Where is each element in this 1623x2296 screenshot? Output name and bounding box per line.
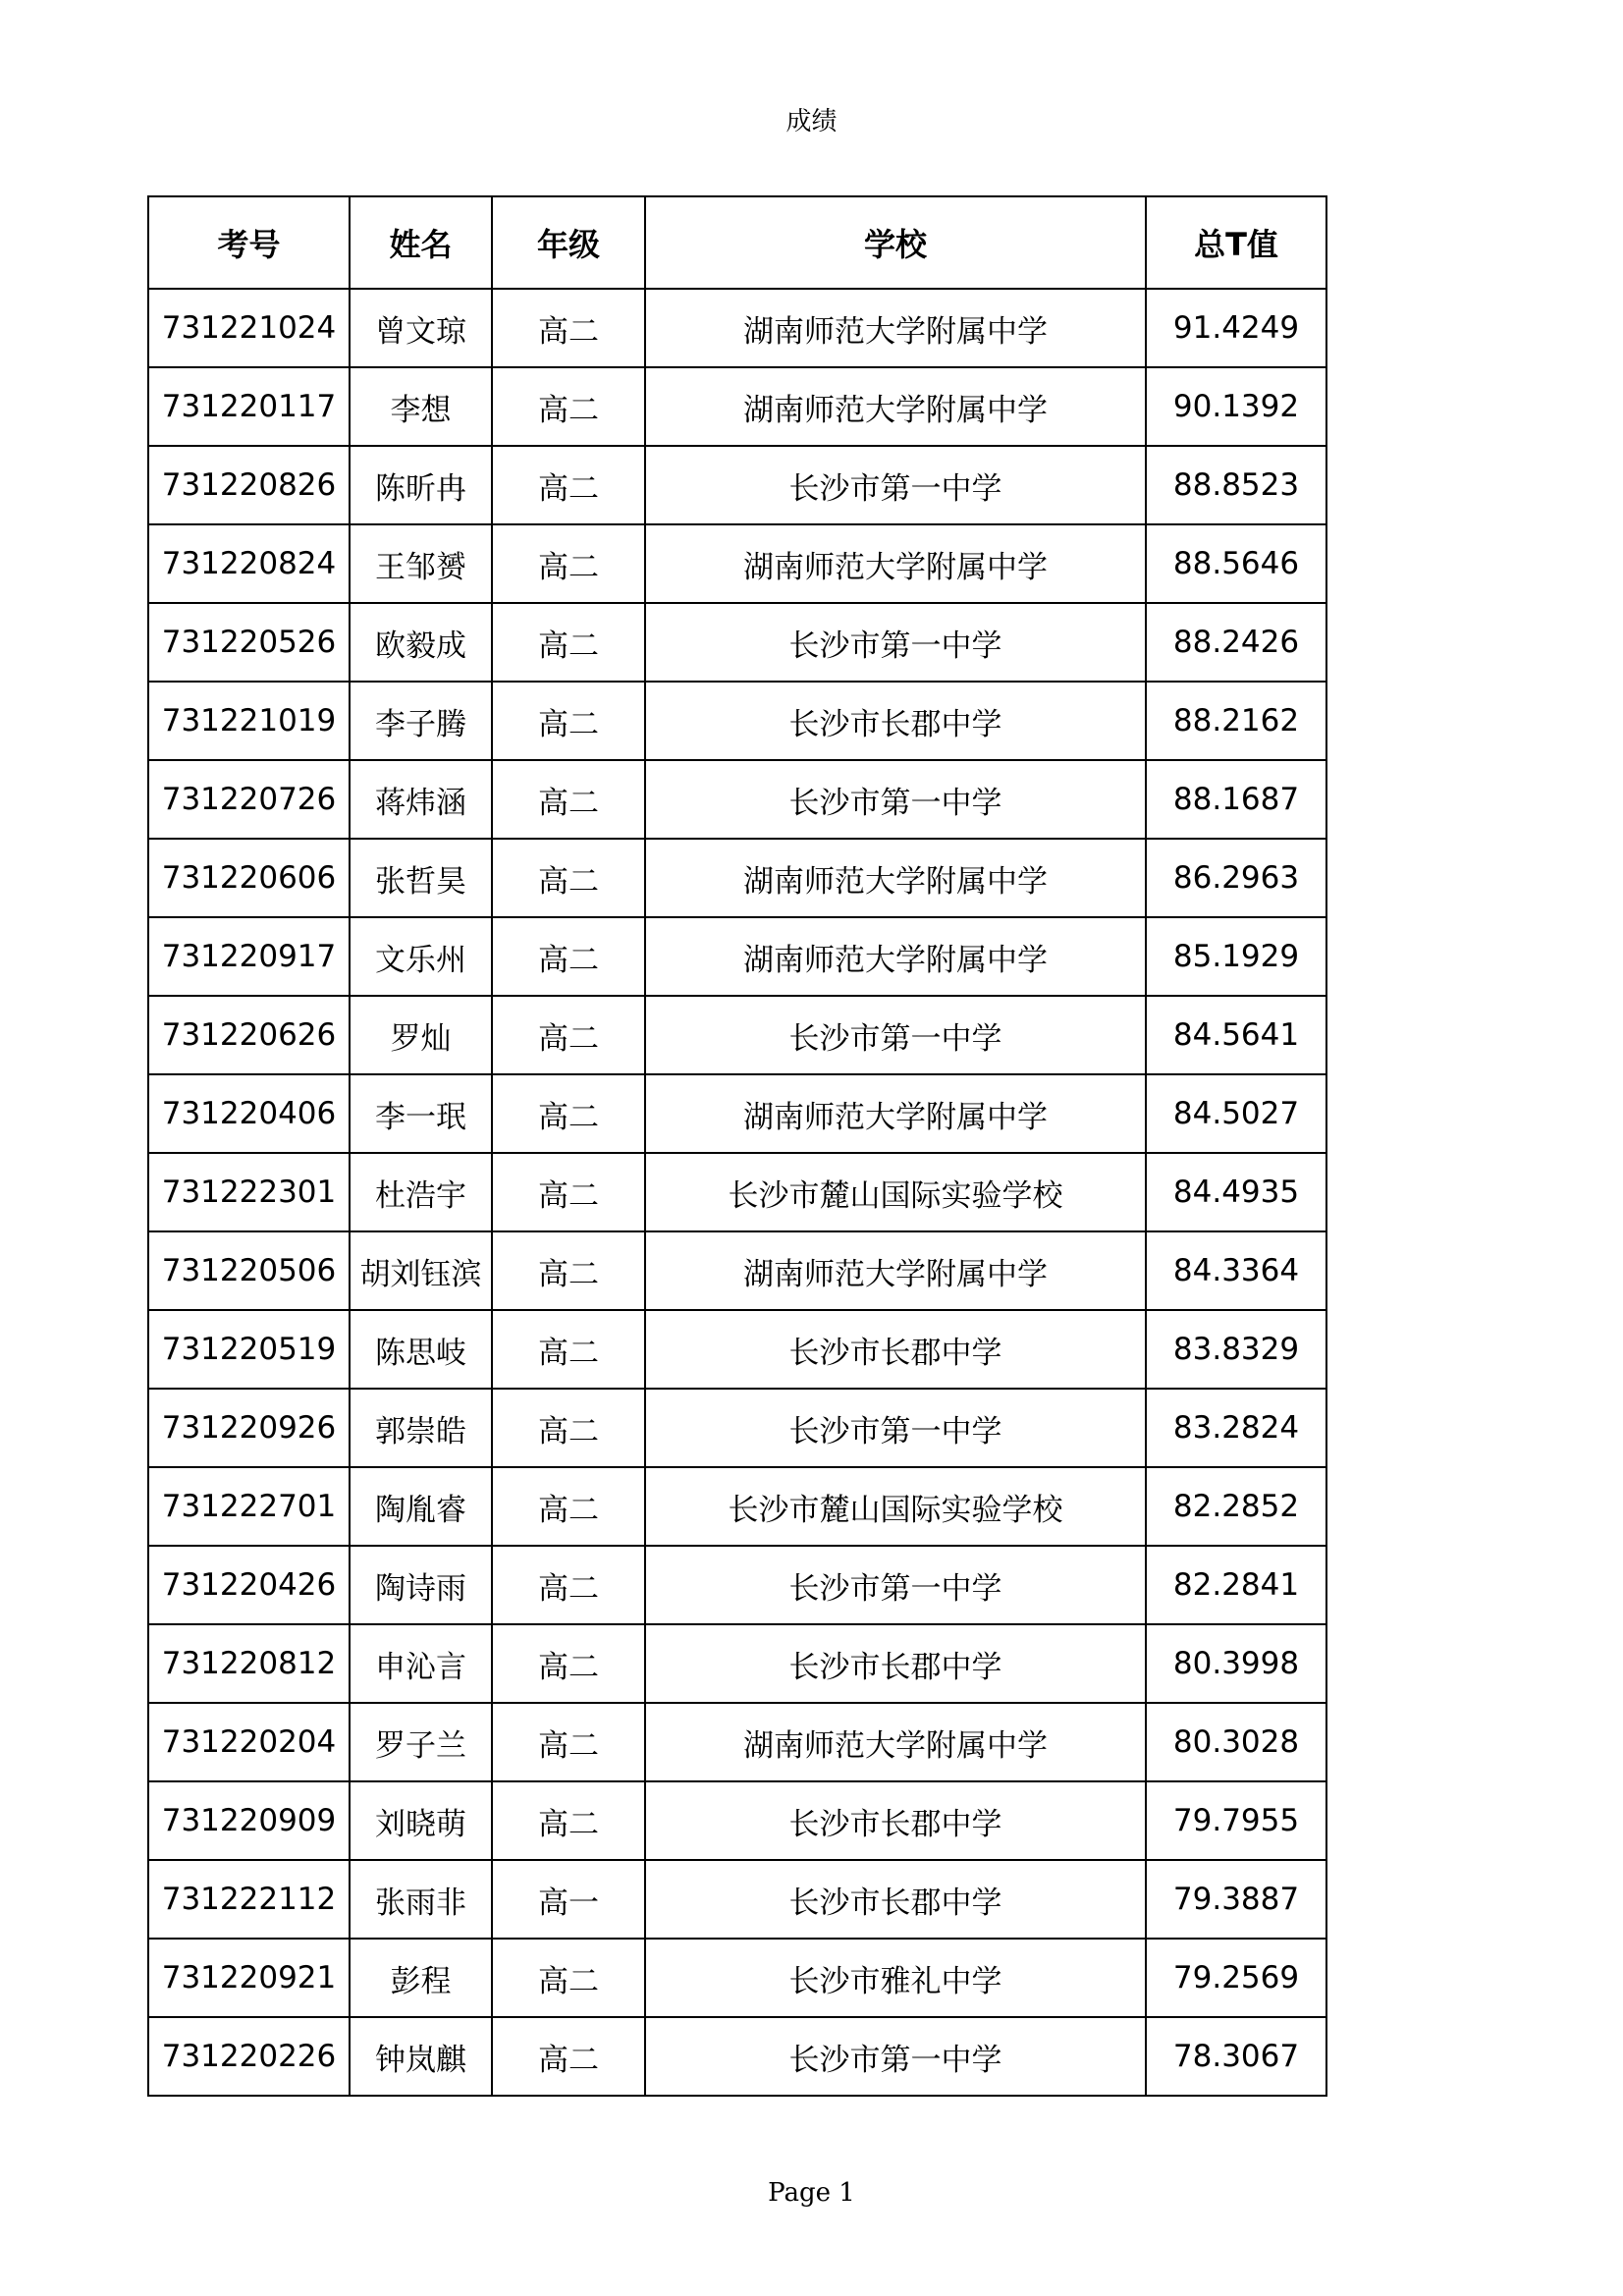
cell-total-t: 91.4249: [1146, 289, 1326, 367]
table-row: [148, 839, 1326, 917]
cell-exam-id: 731220826: [148, 446, 350, 524]
table-row: [148, 1939, 1326, 2017]
table-body: [148, 289, 1326, 2096]
cell-school: 长沙市第一中学: [645, 446, 1146, 524]
cell-grade: 高二: [492, 1074, 645, 1153]
cell-total-t: 79.2569: [1146, 1939, 1326, 2017]
cell-total-t: 88.5646: [1146, 524, 1326, 603]
cell-school: 长沙市第一中学: [645, 603, 1146, 682]
cell-school: 长沙市长郡中学: [645, 1310, 1146, 1389]
cell-school: 长沙市第一中学: [645, 2017, 1146, 2096]
cell-grade: 高二: [492, 1153, 645, 1231]
cell-name: 文乐州: [350, 917, 492, 996]
cell-exam-id: 731220606: [148, 839, 350, 917]
cell-exam-id: 731220812: [148, 1624, 350, 1703]
cell-total-t: 88.2426: [1146, 603, 1326, 682]
cell-total-t: 82.2852: [1146, 1467, 1326, 1546]
cell-exam-id: 731220204: [148, 1703, 350, 1781]
cell-school: 湖南师范大学附属中学: [645, 524, 1146, 603]
cell-name: 钟岚麒: [350, 2017, 492, 2096]
cell-school: 长沙市雅礼中学: [645, 1939, 1146, 2017]
header-grade: 年级: [492, 196, 645, 289]
cell-name: 郭崇皓: [350, 1389, 492, 1467]
table-row: [148, 1624, 1326, 1703]
cell-school: 湖南师范大学附属中学: [645, 1231, 1146, 1310]
table-row: [148, 682, 1326, 760]
cell-name: 李想: [350, 367, 492, 446]
cell-name: 王邹赟: [350, 524, 492, 603]
table-row: [148, 524, 1326, 603]
cell-grade: 高二: [492, 1389, 645, 1467]
cell-exam-id: 731220626: [148, 996, 350, 1074]
header-name: 姓名: [350, 196, 492, 289]
cell-name: 李一珉: [350, 1074, 492, 1153]
cell-school: 长沙市麓山国际实验学校: [645, 1467, 1146, 1546]
cell-name: 申沁言: [350, 1624, 492, 1703]
cell-name: 陈昕冉: [350, 446, 492, 524]
cell-exam-id: 731220926: [148, 1389, 350, 1467]
cell-total-t: 80.3028: [1146, 1703, 1326, 1781]
table-row: [148, 1467, 1326, 1546]
cell-total-t: 83.8329: [1146, 1310, 1326, 1389]
cell-total-t: 84.5641: [1146, 996, 1326, 1074]
table-row: [148, 917, 1326, 996]
cell-exam-id: 731220226: [148, 2017, 350, 2096]
cell-school: 湖南师范大学附属中学: [645, 917, 1146, 996]
table-row: [148, 1389, 1326, 1467]
cell-grade: 高二: [492, 1939, 645, 2017]
cell-total-t: 88.2162: [1146, 682, 1326, 760]
cell-name: 欧毅成: [350, 603, 492, 682]
cell-total-t: 84.5027: [1146, 1074, 1326, 1153]
cell-name: 罗子兰: [350, 1703, 492, 1781]
cell-grade: 高二: [492, 1703, 645, 1781]
cell-name: 罗灿: [350, 996, 492, 1074]
table-row: [148, 603, 1326, 682]
cell-exam-id: 731220519: [148, 1310, 350, 1389]
cell-total-t: 90.1392: [1146, 367, 1326, 446]
header-exam-id: 考号: [148, 196, 350, 289]
cell-name: 陶诗雨: [350, 1546, 492, 1624]
cell-exam-id: 731221024: [148, 289, 350, 367]
table-row: [148, 1781, 1326, 1860]
cell-school: 湖南师范大学附属中学: [645, 367, 1146, 446]
cell-name: 曾文琼: [350, 289, 492, 367]
cell-total-t: 88.8523: [1146, 446, 1326, 524]
cell-name: 张哲昊: [350, 839, 492, 917]
cell-grade: 高二: [492, 289, 645, 367]
cell-exam-id: 731220921: [148, 1939, 350, 2017]
cell-name: 李子腾: [350, 682, 492, 760]
cell-total-t: 84.3364: [1146, 1231, 1326, 1310]
table-row: [148, 289, 1326, 367]
table-row: [148, 1231, 1326, 1310]
cell-grade: 高二: [492, 1781, 645, 1860]
cell-school: 长沙市长郡中学: [645, 1624, 1146, 1703]
cell-total-t: 88.1687: [1146, 760, 1326, 839]
table-row: [148, 2017, 1326, 2096]
cell-school: 湖南师范大学附属中学: [645, 839, 1146, 917]
cell-grade: 高二: [492, 603, 645, 682]
table-row: [148, 367, 1326, 446]
cell-school: 湖南师范大学附属中学: [645, 289, 1146, 367]
cell-grade: 高二: [492, 760, 645, 839]
cell-school: 长沙市第一中学: [645, 996, 1146, 1074]
table-row: [148, 1074, 1326, 1153]
table-header-row: [148, 196, 1326, 289]
cell-grade: 高二: [492, 1546, 645, 1624]
cell-name: 陶胤睿: [350, 1467, 492, 1546]
cell-total-t: 86.2963: [1146, 839, 1326, 917]
cell-name: 胡刘钰滨: [350, 1231, 492, 1310]
table-row: [148, 1860, 1326, 1939]
cell-grade: 高二: [492, 839, 645, 917]
page-number: Page 1: [768, 2178, 855, 2208]
cell-exam-id: 731220406: [148, 1074, 350, 1153]
cell-school: 长沙市长郡中学: [645, 1781, 1146, 1860]
cell-school: 长沙市麓山国际实验学校: [645, 1153, 1146, 1231]
header-total-t: 总T值: [1146, 196, 1326, 289]
cell-name: 杜浩宇: [350, 1153, 492, 1231]
cell-exam-id: 731222301: [148, 1153, 350, 1231]
cell-school: 长沙市第一中学: [645, 1546, 1146, 1624]
cell-grade: 高二: [492, 2017, 645, 2096]
cell-exam-id: 731220117: [148, 367, 350, 446]
header-school: 学校: [645, 196, 1146, 289]
cell-name: 彭程: [350, 1939, 492, 2017]
table-row: [148, 760, 1326, 839]
cell-total-t: 79.3887: [1146, 1860, 1326, 1939]
cell-exam-id: 731222701: [148, 1467, 350, 1546]
cell-grade: 高二: [492, 1231, 645, 1310]
cell-name: 刘晓萌: [350, 1781, 492, 1860]
cell-total-t: 80.3998: [1146, 1624, 1326, 1703]
cell-name: 张雨非: [350, 1860, 492, 1939]
cell-total-t: 85.1929: [1146, 917, 1326, 996]
cell-name: 蒋炜涵: [350, 760, 492, 839]
cell-school: 湖南师范大学附属中学: [645, 1703, 1146, 1781]
cell-grade: 高二: [492, 996, 645, 1074]
cell-total-t: 78.3067: [1146, 2017, 1326, 2096]
cell-school: 湖南师范大学附属中学: [645, 1074, 1146, 1153]
cell-school: 长沙市长郡中学: [645, 682, 1146, 760]
cell-school: 长沙市第一中学: [645, 1389, 1146, 1467]
cell-exam-id: 731220526: [148, 603, 350, 682]
cell-total-t: 79.7955: [1146, 1781, 1326, 1860]
cell-school: 长沙市长郡中学: [645, 1860, 1146, 1939]
cell-exam-id: 731220426: [148, 1546, 350, 1624]
cell-grade: 高二: [492, 367, 645, 446]
cell-name: 陈思岐: [350, 1310, 492, 1389]
cell-total-t: 83.2824: [1146, 1389, 1326, 1467]
cell-exam-id: 731222112: [148, 1860, 350, 1939]
cell-exam-id: 731220506: [148, 1231, 350, 1310]
cell-grade: 高二: [492, 524, 645, 603]
grades-table: [147, 195, 1327, 2097]
cell-school: 长沙市第一中学: [645, 760, 1146, 839]
table-row: [148, 446, 1326, 524]
table-row: [148, 1546, 1326, 1624]
cell-exam-id: 731221019: [148, 682, 350, 760]
cell-exam-id: 731220726: [148, 760, 350, 839]
cell-total-t: 82.2841: [1146, 1546, 1326, 1624]
cell-grade: 高二: [492, 682, 645, 760]
table-row: [148, 1703, 1326, 1781]
cell-grade: 高二: [492, 1624, 645, 1703]
table-row: [148, 1310, 1326, 1389]
table-row: [148, 996, 1326, 1074]
table-row: [148, 1153, 1326, 1231]
cell-exam-id: 731220824: [148, 524, 350, 603]
page-title: 成绩: [785, 107, 838, 137]
cell-total-t: 84.4935: [1146, 1153, 1326, 1231]
cell-grade: 高二: [492, 446, 645, 524]
cell-grade: 高一: [492, 1860, 645, 1939]
cell-exam-id: 731220917: [148, 917, 350, 996]
cell-grade: 高二: [492, 1467, 645, 1546]
cell-grade: 高二: [492, 917, 645, 996]
cell-grade: 高二: [492, 1310, 645, 1389]
cell-exam-id: 731220909: [148, 1781, 350, 1860]
